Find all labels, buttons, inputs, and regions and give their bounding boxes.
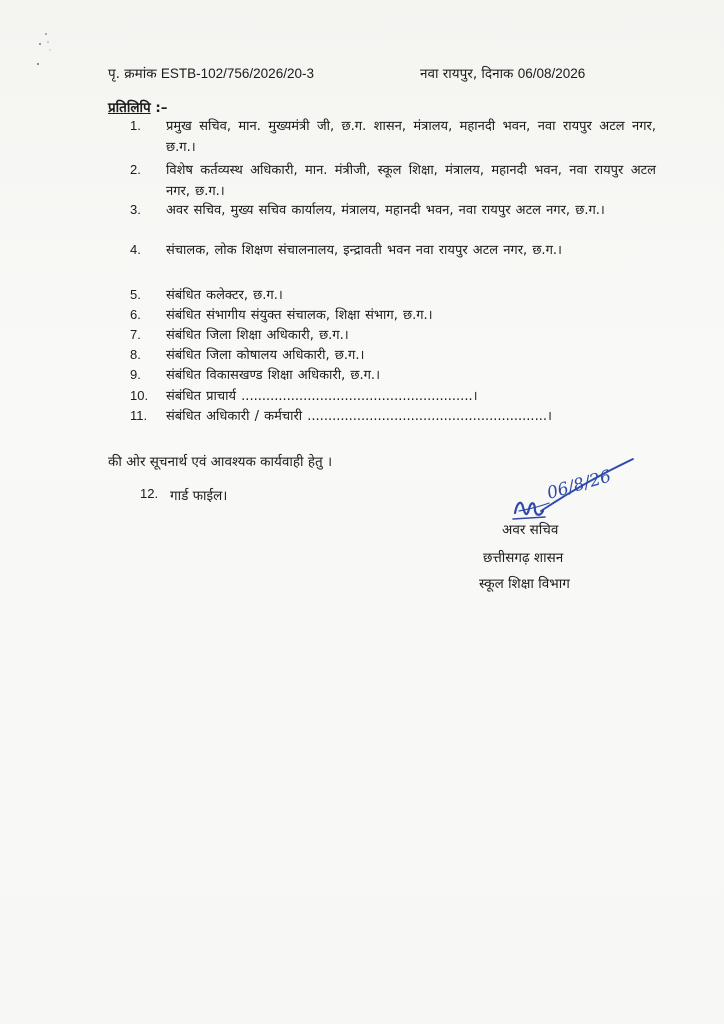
list-item-text: संबंधित प्राचार्य ........................................................। — [166, 389, 478, 404]
list-item-number: 1. — [130, 118, 141, 133]
list-item-text: प्रमुख सचिव, मान. मुख्यमंत्री जी, छ.ग. शासन, मंत्रालय, महानदी भवन, नवा रायपुर अटल नगर, छ.ग.। — [166, 119, 656, 155]
list-item-number: 9. — [130, 367, 141, 382]
list-item-number: 5. — [130, 287, 141, 302]
list-item-text: संबंधित कलेक्टर, छ.ग.। — [166, 288, 283, 303]
list-item-text: संबंधित विकासखण्ड शिक्षा अधिकारी, छ.ग.। — [166, 368, 380, 383]
list-item-text: संबंधित अधिकारी / कर्मचारी ..........................................................। — [166, 409, 552, 424]
signatory-designation: अवर सचिव — [502, 522, 559, 538]
letter-header — [0, 64, 724, 86]
issue-date: नवा रायपुर, दिनाक 06/08/2026 — [420, 66, 586, 82]
list-item-text: गार्ड फाईल। — [170, 488, 228, 504]
list-item-number: 2. — [130, 162, 141, 177]
list-item-number: 10. — [130, 388, 149, 403]
reference-number: पृ. क्रमांक ESTB-102/756/2026/20-3 — [108, 66, 314, 82]
signatory-department: स्कूल शिक्षा विभाग — [479, 576, 570, 592]
list-item-text: संबंधित संभागीय संयुक्त संचालक, शिक्षा संभाग, छ.ग.। — [166, 308, 433, 323]
signature-date: 06/8/26 — [544, 466, 614, 504]
list-item-number: 6. — [130, 307, 141, 322]
list-item-number: 7. — [130, 327, 141, 342]
signatory-government: छत्तीसगढ़ शासन — [483, 550, 564, 566]
list-item-number: 11. — [130, 408, 148, 423]
list-item-text: विशेष कर्तव्यस्थ अधिकारी, मान. मंत्रीजी, स्कूल शिक्षा, मंत्रालय, महानदी भवन, नवा रायपुर अटल नगर, छ.ग.। — [166, 163, 656, 199]
action-note: की ओर सूचनार्थ एवं आवश्यक कार्यवाही हेतु । — [108, 454, 333, 470]
list-item-text: अवर सचिव, मुख्य सचिव कार्यालय, मंत्रालय, महानदी भवन, नवा रायपुर अटल नगर, छ.ग.। — [166, 203, 605, 218]
copy-to-heading: प्रतिलिपि :– — [108, 100, 168, 116]
list-item-text: संचालक, लोक शिक्षण संचालनालय, इन्द्रावती भवन नवा रायपुर अटल नगर, छ.ग.। — [166, 243, 562, 258]
list-item-text: संबंधित जिला शिक्षा अधिकारी, छ.ग.। — [166, 328, 349, 343]
list-item-number: 4. — [130, 242, 141, 257]
list-item-number: 8. — [130, 347, 141, 362]
list-item-number: 3. — [130, 202, 141, 217]
list-item-number: 12. — [140, 486, 159, 501]
list-item-text: संबंधित जिला कोषालय अधिकारी, छ.ग.। — [166, 348, 365, 363]
